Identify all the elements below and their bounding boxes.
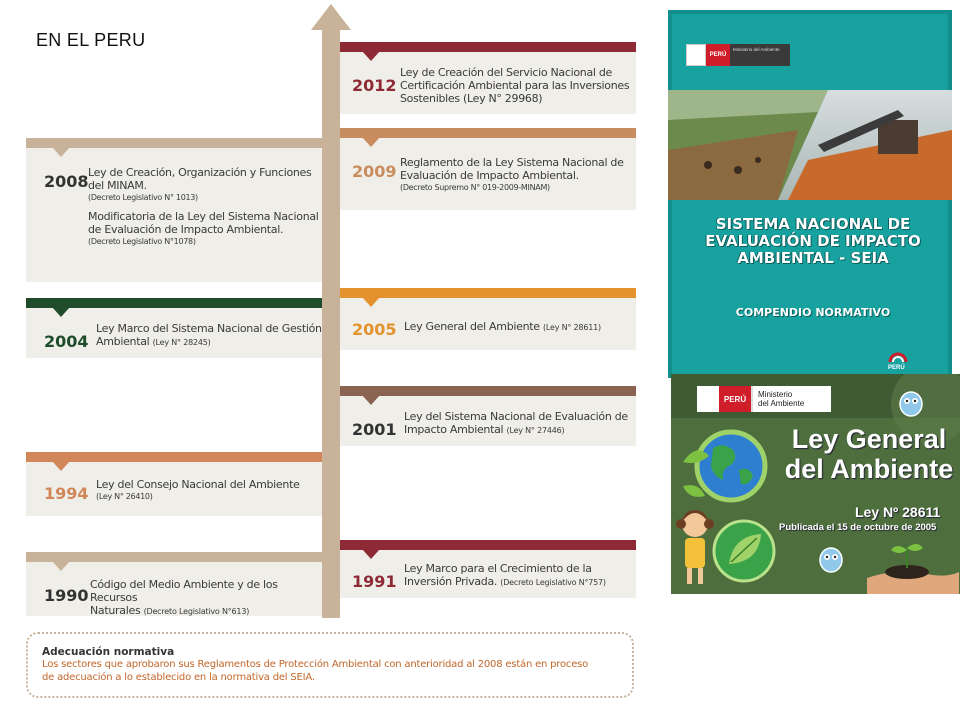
timeline-entry-2004 <box>26 298 322 358</box>
poster-published-date: Publicada el 15 de octubre de 2005 <box>779 522 937 533</box>
year-label: 2001 <box>352 420 397 439</box>
poster-ley-number: Ley Nº 28611 <box>855 504 941 520</box>
ley-general-poster <box>671 374 960 594</box>
timeline-entry-2008 <box>26 138 322 282</box>
entry-text: Código del Medio Ambiente y de los Recursos Naturales (Decreto Legislativo N°613) <box>90 578 278 617</box>
cover-title: SISTEMA NACIONAL DE EVALUACIÓN DE IMPACTO AMBIENTAL - SEIA <box>705 215 921 267</box>
entry-text: Ley Marco para el Crecimiento de la Inversión Privada. (Decreto Legislativo N°757) <box>404 562 606 588</box>
timeline-entry-2005 <box>340 288 636 350</box>
leaf-icon <box>711 518 777 584</box>
entry-text: Reglamento de la Ley Sistema Nacional de Evaluación de Impacto Ambiental. (Decreto Supremo N° 019-2009-MINAM) <box>400 156 624 192</box>
entry-text: Ley General del Ambiente (Ley N° 28611) <box>404 320 601 333</box>
globe-icon <box>677 422 777 508</box>
shield-icon <box>697 386 719 412</box>
adecuacion-text-2: de adecuación a lo establecido en la normativa del SEIA. <box>42 672 315 683</box>
shield-icon <box>686 44 706 66</box>
peru-logo-icon <box>884 352 930 370</box>
year-label: 1991 <box>352 572 397 591</box>
timeline-entry-2001 <box>340 386 636 446</box>
year-label: 1990 <box>44 586 89 605</box>
year-label: 2005 <box>352 320 397 339</box>
entry-text: Ley del Sistema Nacional de Evaluación de Impacto Ambiental (Ley N° 27446) <box>404 410 628 436</box>
adecuacion-text-1: Los sectores que aprobaron sus Reglamentos de Protección Ambiental con anterioridad al 2008 están en proceso <box>42 659 589 670</box>
svg-text:PERÚ: PERÚ <box>888 365 905 370</box>
entry-text: Ley del Consejo Nacional del Ambiente (Ley N° 26410) <box>96 478 300 501</box>
timeline-entry-1994 <box>26 452 322 516</box>
entry-text: Ley Marco del Sistema Nacional de Gestión Ambiental (Ley N° 28245) <box>96 322 322 348</box>
entry-text: Ley de Creación del Servicio Nacional de Certificación Ambiental para las Inversiones Sostenibles (Ley N° 29968) <box>400 66 630 105</box>
year-label: 2008 <box>44 172 89 191</box>
mascot-icon <box>817 544 845 574</box>
timeline-entry-2009 <box>340 128 636 210</box>
page-title: EN EL PERU <box>36 30 146 50</box>
girl-character-icon <box>673 506 717 590</box>
entry-text: Ley de Creación, Organización y Funciones del MINAM. (Decreto Legislativo N° 1013) Modificatoria de la Ley del Sistema Nacional de Evaluación de Impacto Ambiental. (Decreto Legislativo N°1078) <box>88 166 319 246</box>
timeline-axis <box>322 26 340 618</box>
mascot-icon <box>897 388 925 418</box>
hand-plant-icon <box>867 534 959 594</box>
landscape-photo <box>668 90 952 200</box>
ministry-badge: PERÚ Ministerio del Ambiente <box>686 44 790 66</box>
timeline-entry-1990 <box>26 552 322 616</box>
adecuacion-title: Adecuación normativa <box>42 646 175 658</box>
seia-book-cover <box>668 10 952 378</box>
timeline-entry-2012 <box>340 42 636 114</box>
year-label: 2004 <box>44 332 89 351</box>
ministry-badge: PERÚ Ministerio del Ambiente <box>697 386 831 412</box>
year-label: 1994 <box>44 484 89 503</box>
cover-subtitle: COMPENDIO NORMATIVO <box>735 306 891 319</box>
adecuacion-note <box>26 632 634 698</box>
poster-title: Ley General del Ambiente <box>784 424 954 484</box>
year-label: 2009 <box>352 162 397 181</box>
timeline-entry-1991 <box>340 540 636 598</box>
year-label: 2012 <box>352 76 397 95</box>
